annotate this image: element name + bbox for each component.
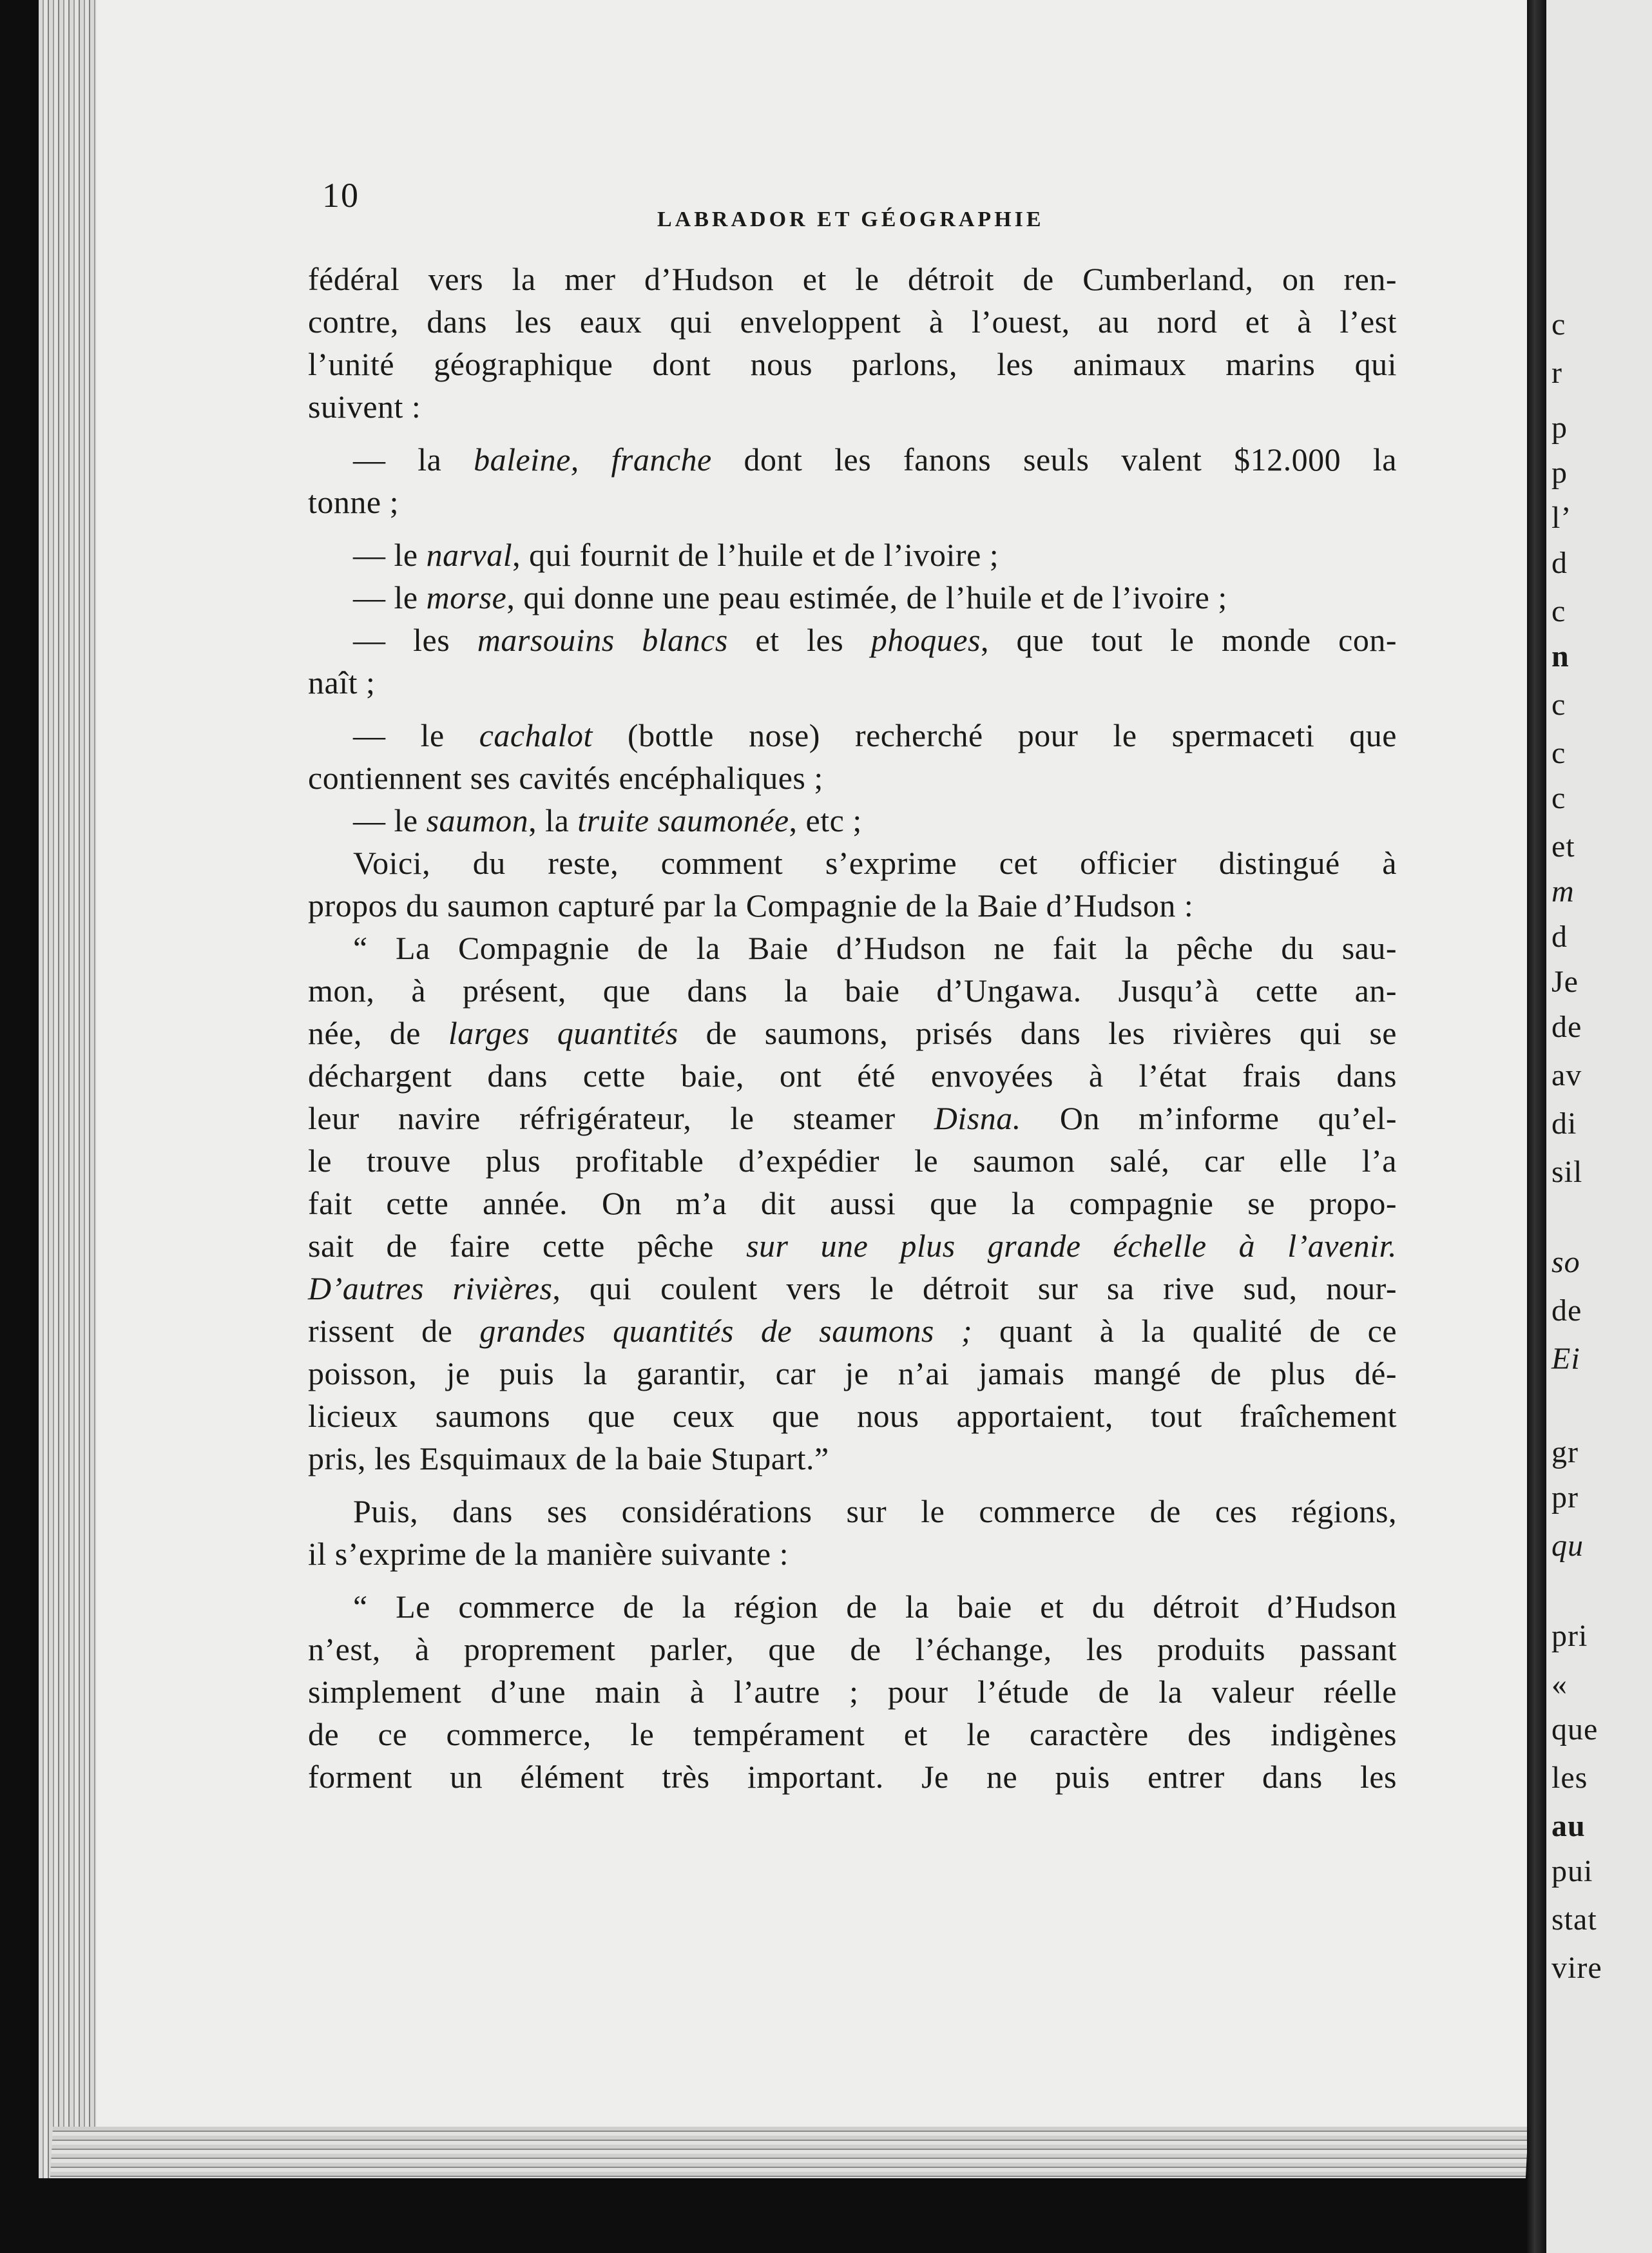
adjacent-page-text: « (1551, 1667, 1568, 1701)
text-span: Voici, du reste, comment s’exprime cet officier distingué à (353, 845, 1397, 881)
text-span: Puis, dans ses considérations sur le commerce de ces régions, (353, 1493, 1397, 1529)
adjacent-page-text: r (1551, 356, 1562, 390)
text-span: — le (353, 579, 427, 615)
text-line (308, 1352, 1397, 1395)
page-number: 10 (322, 176, 360, 215)
text-span: , qui fournit de l’huile et de l’ivoire ; (512, 537, 999, 573)
text-span: fédéral vers la mer d’Hudson et le détroit de Cumberland, on ren- (308, 261, 1397, 297)
text-line (308, 1437, 1397, 1480)
text-span: de ce commerce, le tempérament et le caractère des indigènes (308, 1716, 1397, 1752)
text-span: née, de (308, 1015, 448, 1051)
text-span: , la (528, 802, 578, 838)
adjacent-page-text: di (1551, 1107, 1577, 1141)
adjacent-page-text: pr (1551, 1480, 1579, 1514)
text-line (308, 799, 1397, 842)
adjacent-page-text: av (1551, 1058, 1582, 1092)
text-line (308, 1713, 1397, 1755)
adjacent-page-text: que (1551, 1712, 1599, 1746)
text-line (308, 576, 1397, 619)
text-span: n’est, à proprement parler, que de l’échange, les produits passant (308, 1631, 1397, 1667)
italic-span: Disna. (934, 1100, 1021, 1136)
text-span: sait de faire cette pêche (308, 1228, 747, 1264)
text-span: simplement d’une main à l’autre ; pour l’étude de la valeur réelle (308, 1674, 1397, 1710)
text-span: , qui donne une peau estimée, de l’huile et de l’ivoire ; (506, 579, 1227, 615)
text-span: et les (727, 622, 871, 658)
text-line (308, 1224, 1397, 1267)
text-span: , qui coulent vers le détroit sur sa rive sud, nour- (552, 1270, 1397, 1306)
text-span: il s’exprime de la manière suivante : (308, 1536, 789, 1572)
adjacent-page-text: pui (1551, 1854, 1593, 1888)
text-span: quant à la qualité de ce (972, 1313, 1397, 1349)
text-span: leur navire réfrigérateur, le steamer (308, 1100, 934, 1136)
text-line (308, 258, 1397, 300)
italic-span: baleine, franche (474, 441, 712, 478)
adjacent-page-text: Je (1551, 965, 1579, 999)
text-line (308, 927, 1397, 969)
text-line (308, 481, 1397, 523)
adjacent-page-text: pri (1551, 1619, 1588, 1653)
paragraph-gap (308, 1480, 1397, 1490)
adjacent-page-text: c (1551, 736, 1566, 770)
italic-span: larges quantités (448, 1015, 678, 1051)
adjacent-page-text: vire (1551, 1951, 1602, 1985)
italic-span: grandes quantités de saumons ; (479, 1313, 973, 1349)
italic-span: sur une plus grande échelle à l’avenir. (746, 1228, 1397, 1264)
adjacent-page-text: c (1551, 781, 1566, 815)
italic-span: cachalot (479, 717, 593, 753)
text-span: le trouve plus profitable d’expédier le saumon salé, car elle l’a (308, 1143, 1397, 1179)
text-span: — le (353, 537, 427, 573)
text-line (308, 438, 1397, 481)
text-line (308, 1139, 1397, 1182)
page-header (322, 175, 1482, 233)
italic-span: truite saumonée (577, 802, 789, 838)
text-line (308, 385, 1397, 428)
text-span: fait cette année. On m’a dit aussi que la compagnie se propo- (308, 1185, 1397, 1221)
adjacent-page-text: c (1551, 688, 1566, 722)
italic-span: phoques (870, 622, 981, 658)
text-span: naît ; (308, 664, 376, 701)
adjacent-page-text: au (1551, 1809, 1586, 1843)
text-line (308, 1755, 1397, 1798)
text-line (308, 619, 1397, 661)
text-line (308, 884, 1397, 927)
paragraph-gap (308, 428, 1397, 438)
text-line (308, 969, 1397, 1012)
text-span: contiennent ses cavités encéphaliques ; (308, 760, 823, 796)
text-span: déchargent dans cette baie, ont été envoyées à l’état frais dans (308, 1058, 1397, 1094)
text-span: “ La Compagnie de la Baie d’Hudson ne fait la pêche du sau- (353, 930, 1397, 966)
paragraph-gap (308, 523, 1397, 534)
adjacent-page-text: d (1551, 546, 1568, 580)
text-span: rissent de (308, 1313, 480, 1349)
adjacent-page-text: l’ (1551, 501, 1572, 535)
text-span: poisson, je puis la garantir, car je n’ai jamais mangé de plus dé- (308, 1355, 1397, 1391)
italic-span: D’autres rivières (308, 1270, 553, 1306)
text-line (308, 343, 1397, 385)
adjacent-page-text: c (1551, 594, 1566, 628)
text-span: On m’informe qu’el- (1021, 1100, 1397, 1136)
adjacent-page-text: Ei (1551, 1342, 1580, 1376)
text-line (308, 757, 1397, 799)
text-span: mon, à présent, que dans la baie d’Ungawa. Jusqu’à cette an- (308, 972, 1397, 1009)
text-span: contre, dans les eaux qui enveloppent à l’ouest, au nord et à l’est (308, 304, 1397, 340)
text-span: — la (353, 441, 474, 478)
adjacent-page-text: de (1551, 1293, 1582, 1328)
text-span: , que tout le monde con- (980, 622, 1397, 658)
italic-span: marsouins blancs (477, 622, 728, 658)
text-line (308, 300, 1397, 343)
adjacent-page-fragment (1546, 0, 1652, 2253)
text-span: (bottle nose) recherché pour le spermaceti que (592, 717, 1397, 753)
italic-span: narval (426, 537, 513, 573)
adjacent-page-text: et (1551, 829, 1575, 864)
text-span: forment un élément très important. Je ne puis entrer dans les (308, 1759, 1397, 1795)
text-span: — le (353, 802, 427, 838)
adjacent-page-text: n (1551, 639, 1570, 673)
text-line (308, 1097, 1397, 1139)
paragraph-gap (308, 1575, 1397, 1585)
adjacent-page-text: c (1551, 307, 1566, 342)
body-text (308, 258, 1397, 1798)
text-span: suivent : (308, 389, 421, 425)
running-title: LABRADOR ET GÉOGRAPHIE (657, 208, 1044, 231)
text-line (308, 1533, 1397, 1575)
text-line (308, 1585, 1397, 1628)
italic-span: morse (426, 579, 507, 615)
text-line (308, 1395, 1397, 1437)
text-span: — les (353, 622, 477, 658)
text-span: , etc ; (789, 802, 862, 838)
text-line (308, 661, 1397, 704)
italic-span: saumon (426, 802, 529, 838)
adjacent-page-text: p (1551, 456, 1568, 490)
text-span: “ Le commerce de la région de la baie et du détroit d’Hudson (353, 1589, 1397, 1625)
page-bottom-edge (50, 2127, 1528, 2178)
text-span: licieux saumons que ceux que nous apportaient, tout fraîchement (308, 1398, 1397, 1434)
adjacent-page-text: de (1551, 1010, 1582, 1044)
adjacent-page-text: d (1551, 920, 1568, 954)
text-line (308, 1267, 1397, 1310)
text-line (308, 1670, 1397, 1713)
adjacent-page-text: m (1551, 875, 1575, 909)
text-span: tonne ; (308, 484, 399, 520)
text-span: l’unité géographique dont nous parlons, les animaux marins qui (308, 346, 1397, 382)
text-line (308, 1490, 1397, 1533)
adjacent-page-text: gr (1551, 1435, 1579, 1469)
text-line (308, 1012, 1397, 1054)
text-line (308, 842, 1397, 884)
text-line (308, 714, 1397, 757)
text-line (308, 1182, 1397, 1224)
text-line (308, 534, 1397, 576)
adjacent-page-text: stat (1551, 1902, 1597, 1937)
text-span: propos du saumon capturé par la Compagnie de la Baie d’Hudson : (308, 887, 1194, 923)
text-span: pris, les Esquimaux de la baie Stupart.” (308, 1440, 829, 1476)
adjacent-page-text: p (1551, 411, 1568, 445)
text-span: dont les fanons seuls valent $12.000 la (711, 441, 1397, 478)
text-span: — le (353, 717, 479, 753)
text-span: de saumons, prisés dans les rivières qui se (678, 1015, 1397, 1051)
paragraph-gap (308, 704, 1397, 714)
adjacent-page-text: sil (1551, 1155, 1583, 1189)
adjacent-page-text: les (1551, 1761, 1588, 1795)
adjacent-page-text: qu (1551, 1529, 1584, 1563)
text-line (308, 1310, 1397, 1352)
text-line (308, 1628, 1397, 1670)
adjacent-page-text: so (1551, 1245, 1580, 1279)
book-gutter (1527, 0, 1546, 2253)
text-line (308, 1054, 1397, 1097)
